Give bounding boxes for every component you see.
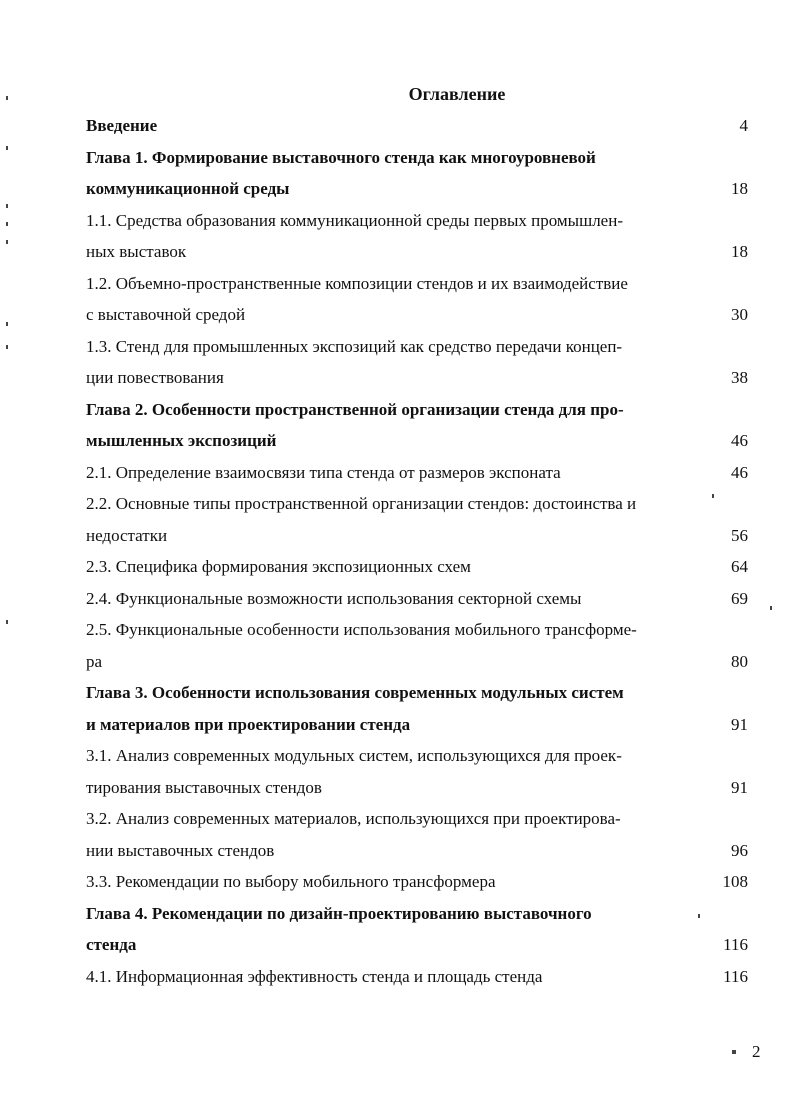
toc-entry-line: 2.4. Функциональные возможности использования секторной схемы <box>86 589 582 608</box>
toc-page-number: 116 <box>723 935 748 954</box>
toc-entry-line: Глава 1. Формирование выставочного стенда как многоуровневой <box>86 148 596 167</box>
toc-entry-line: Глава 4. Рекомендации по дизайн-проектированию выставочного <box>86 904 592 923</box>
scan-speck <box>6 620 8 624</box>
toc-page-number: 30 <box>731 305 748 324</box>
page-title: Оглавление <box>408 84 506 104</box>
toc-entry-line: 1.3. Стенд для промышленных экспозиций как средство передачи концеп- <box>86 337 623 356</box>
scan-speck <box>6 345 8 349</box>
toc-entry-line: коммуникационной среды <box>86 179 290 198</box>
toc-page-number: 38 <box>731 368 748 387</box>
toc-entry-line: ных выставок <box>86 242 187 261</box>
toc-entry-line: 2.1. Определение взаимосвязи типа стенда от размеров экспоната <box>86 463 561 482</box>
toc-page-number: 46 <box>731 431 748 450</box>
toc-page-number: 91 <box>731 778 748 797</box>
scan-speck <box>770 606 772 610</box>
toc-entry-line: с выставочной средой <box>86 305 246 324</box>
page-number: 2 <box>752 1042 761 1061</box>
toc-entry-line: стенда <box>86 935 137 954</box>
toc-page-number: 116 <box>723 967 748 986</box>
toc-entry-line: ции повествования <box>86 368 224 387</box>
toc-page-number: 91 <box>731 715 748 734</box>
scan-speck <box>732 1050 736 1054</box>
toc-page-number: 80 <box>731 652 748 671</box>
toc-page-number: 69 <box>731 589 748 608</box>
toc-page-number: 4 <box>739 116 748 135</box>
scan-speck <box>698 914 700 918</box>
toc-entry-line: 2.5. Функциональные особенности использования мобильного трансформе- <box>86 620 637 639</box>
toc-entry-line: тирования выставочных стендов <box>86 778 322 797</box>
scan-speck <box>6 222 8 226</box>
toc-entry-line: 3.1. Анализ современных модульных систем, использующихся для проек- <box>86 746 622 765</box>
toc-entry-line: Глава 2. Особенности пространственной организации стенда для про- <box>86 400 624 419</box>
scan-speck <box>6 240 8 244</box>
toc-entry-line: и материалов при проектировании стенда <box>86 715 411 734</box>
toc-entry-line: 2.2. Основные типы пространственной организации стендов: достоинства и <box>86 494 637 513</box>
toc-entry-line: Глава 3. Особенности использования современных модульных систем <box>86 683 624 702</box>
scan-speck <box>6 96 8 100</box>
scan-speck <box>6 322 8 326</box>
toc-entry-line: ра <box>86 652 103 671</box>
scan-speck <box>6 204 8 208</box>
toc-entry-line: 1.2. Объемно-пространственные композиции стендов и их взаимодействие <box>86 274 628 293</box>
scan-speck <box>6 146 8 150</box>
toc-entry-line: 1.1. Средства образования коммуникационной среды первых промышлен- <box>86 211 623 230</box>
toc-entry-line: Введение <box>86 116 158 135</box>
toc-entry-line: 3.3. Рекомендации по выбору мобильного трансформера <box>86 872 496 891</box>
toc-entry-line: 3.2. Анализ современных материалов, использующихся при проектирова- <box>86 809 621 828</box>
toc-entry-line: нии выставочных стендов <box>86 841 275 860</box>
toc-page-number: 56 <box>731 526 748 545</box>
toc-entry-line: мышленных экспозиций <box>86 431 277 450</box>
toc-page-number: 108 <box>722 872 748 891</box>
toc-page-number: 18 <box>731 179 748 198</box>
toc-page-number: 46 <box>731 463 748 482</box>
toc-entry-line: недостатки <box>86 526 168 545</box>
toc-page-number: 96 <box>731 841 748 860</box>
scan-speck <box>712 494 714 498</box>
toc-page-number: 18 <box>731 242 748 261</box>
toc-entry-line: 4.1. Информационная эффективность стенда и площадь стенда <box>86 967 543 986</box>
toc-page-number: 64 <box>731 557 748 576</box>
toc-entry-line: 2.3. Специфика формирования экспозиционных схем <box>86 557 471 576</box>
